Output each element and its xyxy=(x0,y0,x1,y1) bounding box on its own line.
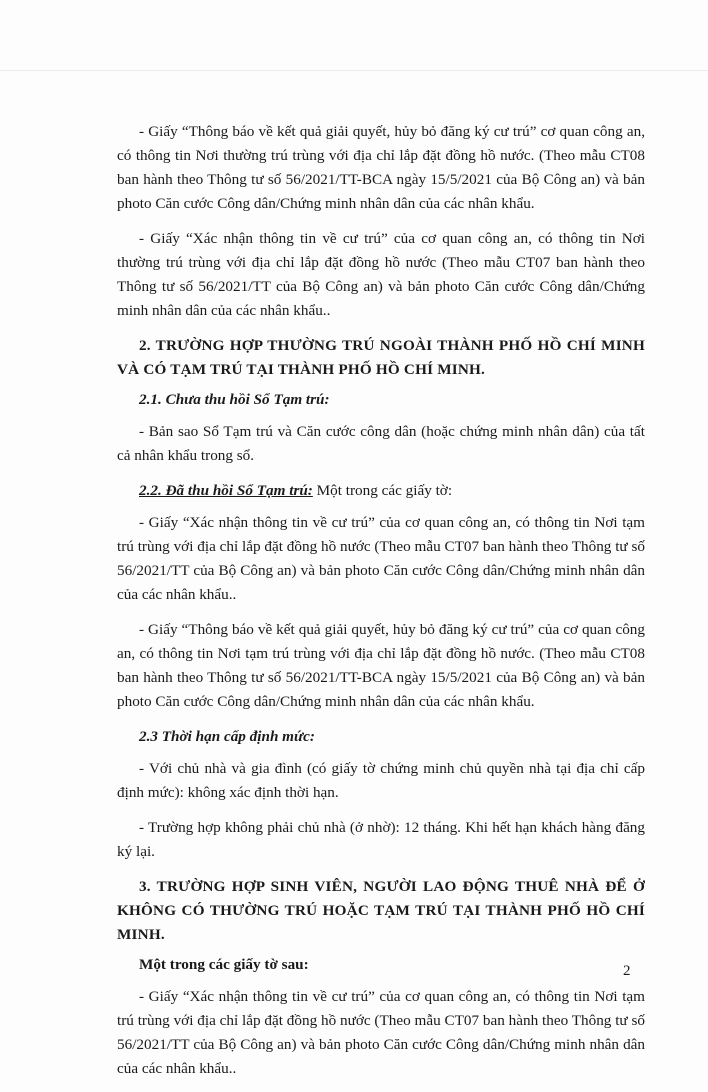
paragraph-ban-sao-so-tam-tru: - Bản sao Sổ Tạm trú và Căn cước công dân (hoặc chứng minh nhân dân) của tất cả nhân khẩu trong sổ. xyxy=(117,423,645,464)
subsection-3-label: Một trong các giấy tờ sau: xyxy=(139,956,309,973)
paragraph-khong-phai-chu-nha: - Trường hợp không phải chủ nhà (ở nhờ): 12 tháng. Khi hết hạn khách hàng đăng ký lại. xyxy=(117,819,645,860)
scan-artifact-line xyxy=(0,70,708,71)
subsection-2-2-label: 2.2. Đã thu hồi Sổ Tạm trú: xyxy=(139,482,313,499)
page-number: 2 xyxy=(623,963,631,979)
paragraph-ct07-thuong-tru: - Giấy “Xác nhận thông tin về cư trú” của cơ quan công an, có thông tin Nơi thường trú trùng với địa chỉ lắp đặt đồng hồ nước (Theo mẫu CT07 ban hành theo Thông tư số 56/2021/TT của Bộ Công an) và bản photo Căn cước Công dân/Chứng minh nhân dân của các nhân khẩu.. xyxy=(117,230,645,319)
paragraph-chu-nha: - Với chủ nhà và gia đình (có giấy tờ chứng minh chủ quyền nhà tại địa chỉ cấp định mức): không xác định thời hạn. xyxy=(117,760,645,801)
paragraph-ct08-thuong-tru: - Giấy “Thông báo về kết quả giải quyết, hủy bỏ đăng ký cư trú” cơ quan công an, có thông tin Nơi thường trú trùng với địa chỉ lắp đặt đồng hồ nước. (Theo mẫu CT08 ban hành theo Thông tư số 56/2021/TT-BCA ngày 15/5/2021 của Bộ Công an) và bản photo Căn cước Công dân/Chứng minh nhân dân của các nhân khẩu. xyxy=(117,123,645,212)
paragraph-ct07-sinh-vien: - Giấy “Xác nhận thông tin về cư trú” của cơ quan công an, có thông tin Nơi tạm trú trùng với địa chỉ lắp đặt đồng hồ nước (Theo mẫu CT07 ban hành theo Thông tư số 56/2021/TT của Bộ Công an) và bản photo Căn cước Công dân/Chứng minh nhân dân của các nhân khẩu.. xyxy=(117,988,645,1077)
paragraph-ct07-tam-tru: - Giấy “Xác nhận thông tin về cư trú” của cơ quan công an, có thông tin Nơi tạm trú trùng với địa chỉ lắp đặt đồng hồ nước (Theo mẫu CT07 ban hành theo Thông tư số 56/2021/TT của Bộ Công an) và bản photo Căn cước Công dân/Chứng minh nhân dân của các nhân khẩu.. xyxy=(117,514,645,603)
section-heading-2: 2. TRƯỜNG HỢP THƯỜNG TRÚ NGOÀI THÀNH PHỐ HỒ CHÍ MINH VÀ CÓ TẠM TRÚ TẠI THÀNH PHỐ HỒ CHÍ MINH. xyxy=(117,337,645,378)
document-body xyxy=(117,120,645,1092)
paragraph-ct08-tam-tru: - Giấy “Thông báo về kết quả giải quyết, hủy bỏ đăng ký cư trú” của cơ quan công an, có thông tin Nơi tạm trú trùng với địa chỉ lắp đặt đồng hồ nước. (Theo mẫu CT08 ban hành theo Thông tư số 56/2021/TT-BCA ngày 15/5/2021 của Bộ Công an) và bản photo Căn cước Công dân/Chứng minh nhân dân của các nhân khẩu. xyxy=(117,621,645,710)
subsection-2-3-label: 2.3 Thời hạn cấp định mức: xyxy=(139,728,315,745)
subsection-2-1-label: 2.1. Chưa thu hồi Sổ Tạm trú: xyxy=(139,391,330,408)
subsection-2-2 xyxy=(117,479,645,503)
subsection-2-3 xyxy=(117,725,645,749)
subsection-2-1 xyxy=(117,388,645,412)
subsection-2-2-text: Một trong các giấy tờ: xyxy=(312,482,453,499)
section-heading-3: 3. TRƯỜNG HỢP SINH VIÊN, NGƯỜI LAO ĐỘNG THUÊ NHÀ ĐỂ Ở KHÔNG CÓ THƯỜNG TRÚ HOẶC TẠM TRÚ TẠI THÀNH PHỐ HỒ CHÍ MINH. xyxy=(117,878,645,943)
